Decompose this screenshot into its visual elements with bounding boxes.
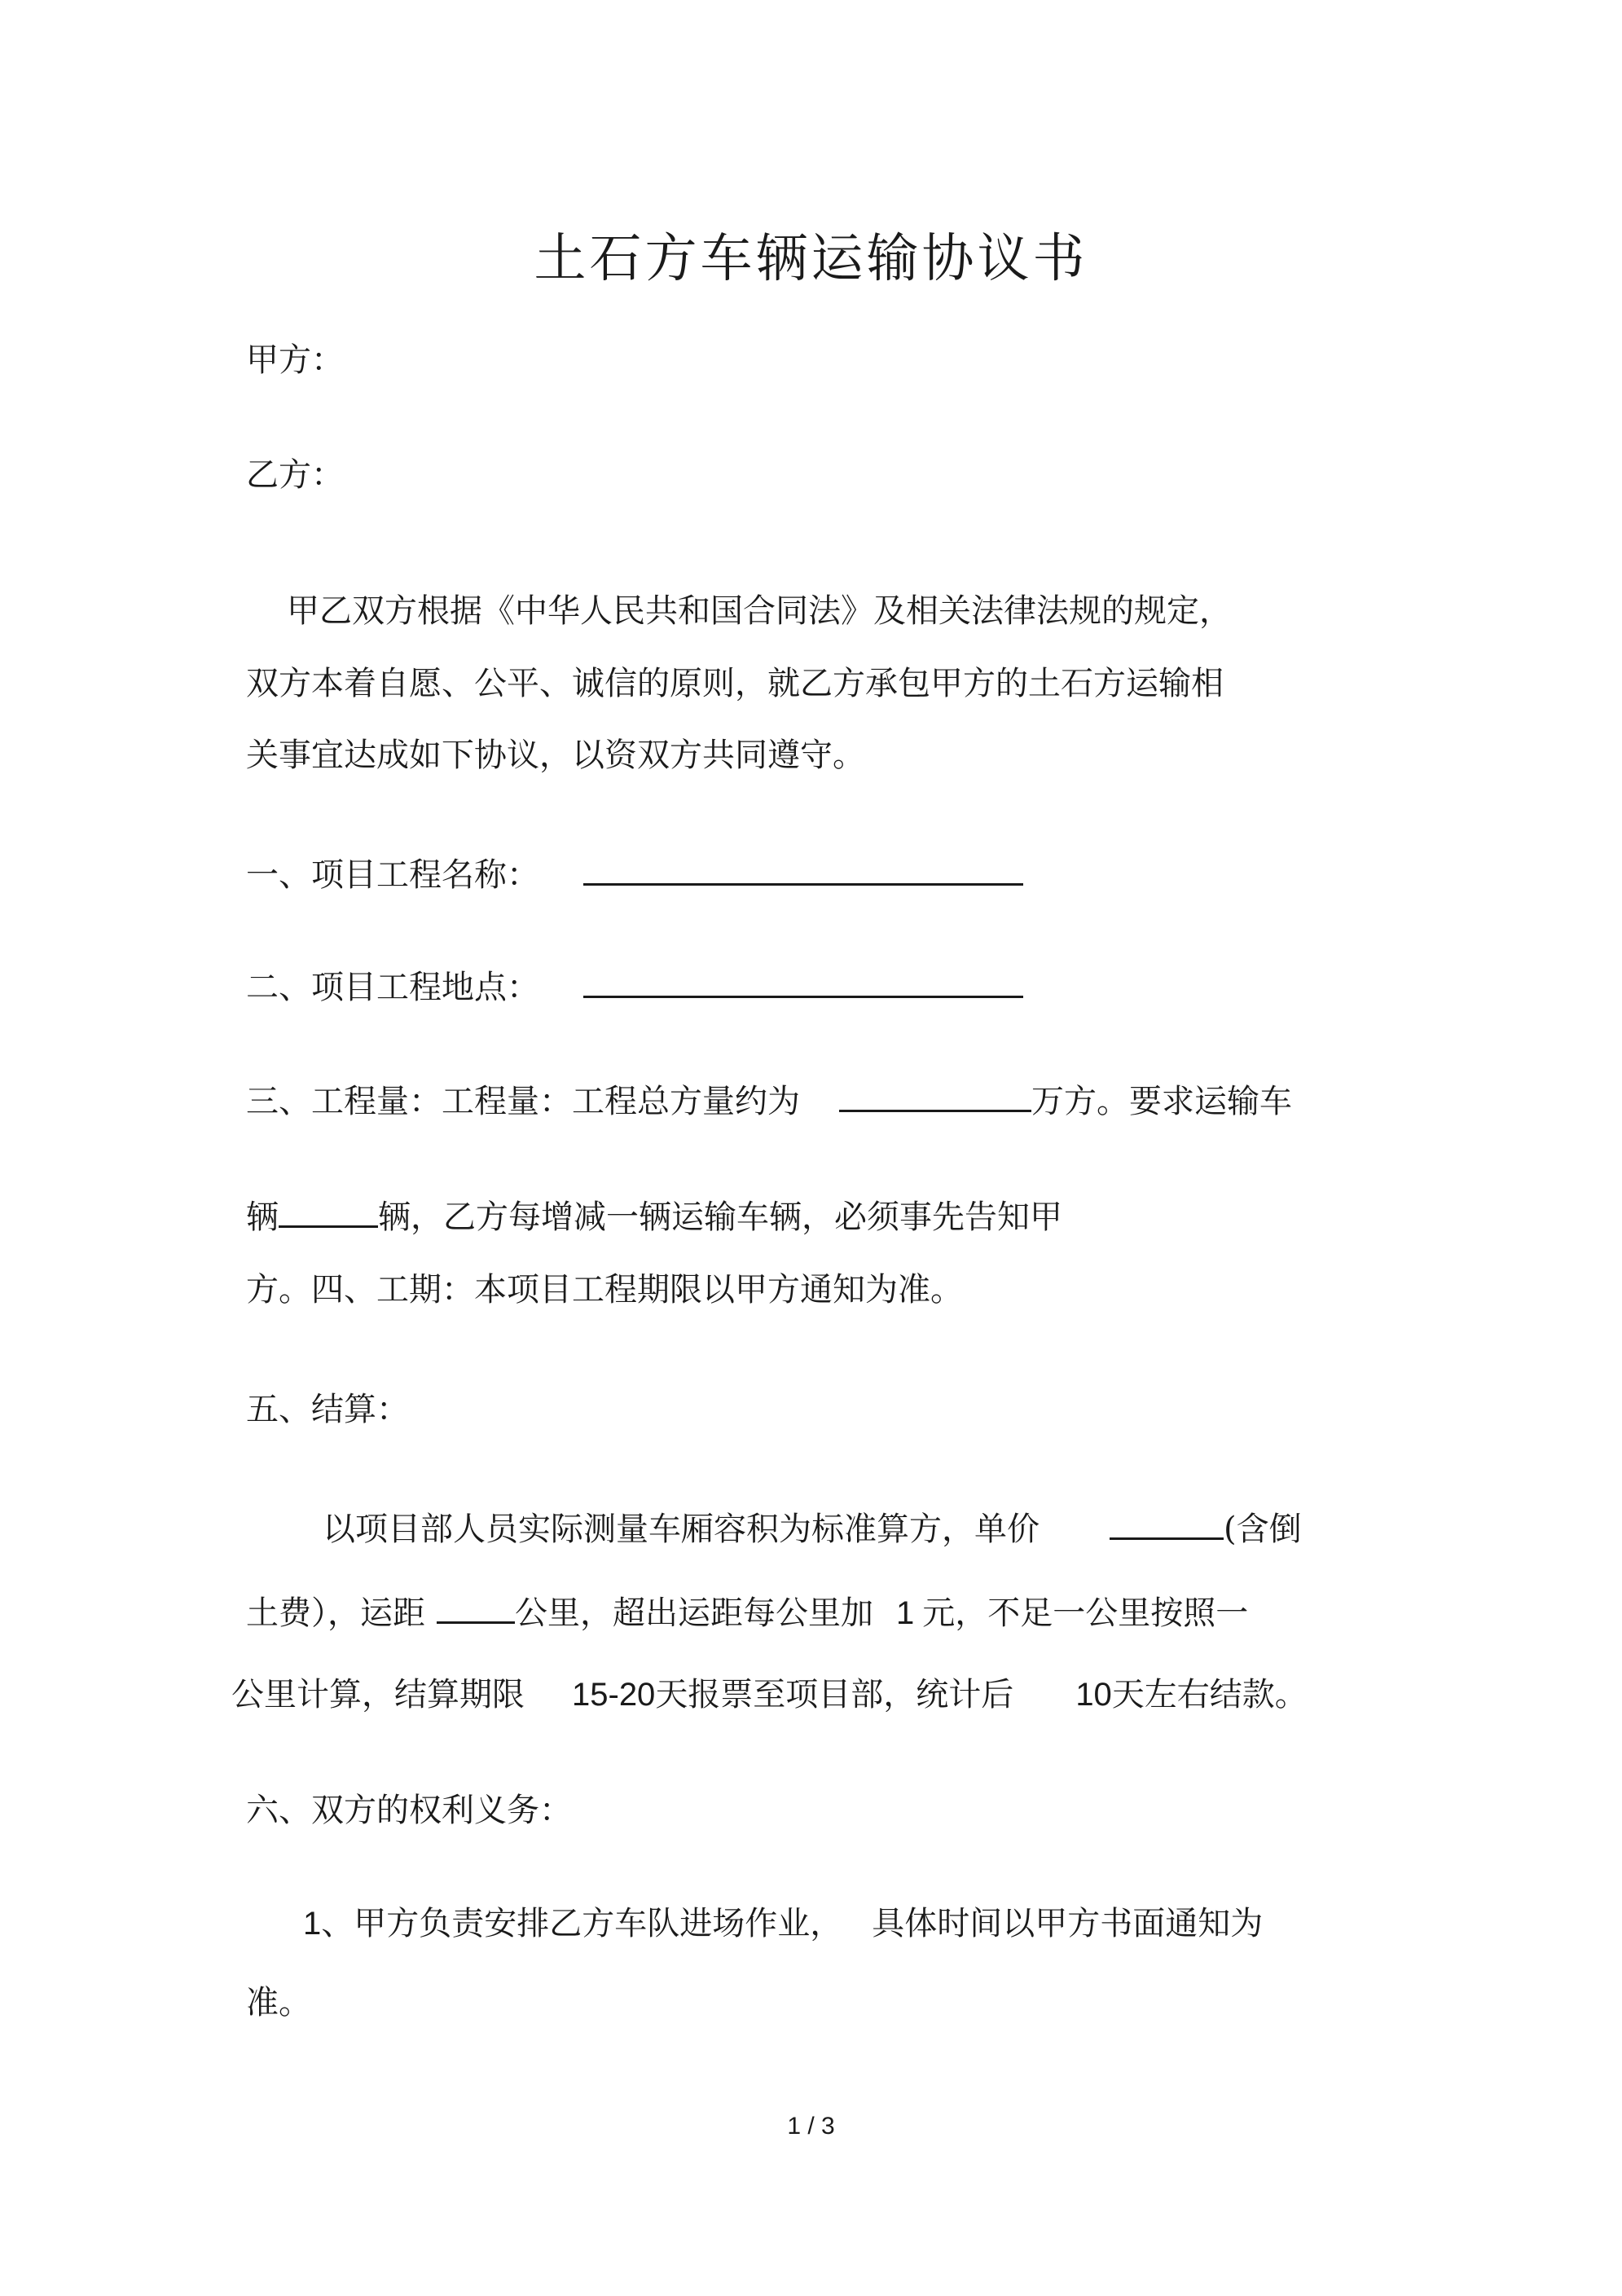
total-volume-blank[interactable]	[839, 1074, 1031, 1112]
vehicle-count-blank[interactable]	[279, 1190, 378, 1228]
item-2-label: 二、项目工程地点：	[246, 969, 539, 1006]
item-3-line-2	[246, 1190, 1062, 1240]
settlement-line-2	[246, 1586, 1248, 1636]
intro-line-1: 甲乙双方根据《中华人民共和国合同法》及相关法律法规的规定，	[287, 592, 1232, 630]
party-b-label: 乙方：	[246, 456, 344, 494]
settlement-text-2c: 元，不足一公里按照一	[922, 1594, 1249, 1632]
item-6-1-text-1: 、甲方负责安排乙方车队进场作业，	[321, 1905, 843, 1942]
item-6-1-text-2: 具体时间以甲方书面通知为	[872, 1905, 1264, 1942]
item-2-row	[246, 960, 1023, 1010]
page-number: 1 / 3	[787, 2113, 835, 2140]
item-3-row	[246, 1074, 1292, 1124]
settlement-text-3b: 天报票至项目部，统计后	[655, 1676, 1014, 1713]
settlement-line-1	[323, 1502, 1302, 1552]
settlement-tail: (含倒	[1224, 1511, 1302, 1548]
item-1-label: 一、项目工程名称：	[246, 856, 539, 894]
item-3-text-2: 万方。要求运输车	[1031, 1083, 1292, 1120]
item-3-line-2-text: 辆，乙方每增减一辆运输车辆，必须事先告知甲	[378, 1199, 1062, 1236]
payment-days: 10	[1075, 1677, 1112, 1713]
settlement-text-2a: 土费），运距	[246, 1594, 425, 1632]
item-5-label: 五、结算：	[246, 1391, 409, 1428]
item-3-line-2-prefix: 辆	[246, 1199, 279, 1236]
document-title: 土石方车辆运输协议书	[534, 229, 1088, 289]
item-3-line-3: 方。四、工期：本项目工程期限以甲方通知为准。	[246, 1271, 963, 1309]
item-1-row	[246, 847, 1023, 898]
party-a-label: 甲方：	[246, 341, 344, 379]
settlement-text-1: 以项目部人员实际测量车厢容积为标准算方，单价	[323, 1511, 1040, 1548]
item-6-label: 六、双方的权利义务：	[246, 1792, 572, 1829]
item-6-1-line-1	[303, 1901, 1263, 1946]
settlement-line-3	[231, 1672, 1308, 1718]
per-km-amount: 1	[896, 1595, 915, 1631]
settlement-text-3c: 天左右结款。	[1111, 1676, 1308, 1713]
distance-blank[interactable]	[437, 1586, 515, 1624]
intro-line-3: 关事宜达成如下协议，以资双方共同遵守。	[246, 737, 865, 774]
unit-price-blank[interactable]	[1110, 1502, 1224, 1540]
settlement-text-2b: 公里，超出运距每公里加	[515, 1594, 873, 1632]
item-6-1-line-2: 准。	[246, 1984, 311, 2021]
project-name-blank[interactable]	[583, 847, 1023, 886]
project-location-blank[interactable]	[583, 960, 1023, 998]
settlement-text-3a: 公里计算，结算期限	[231, 1676, 525, 1713]
item-3-text: 三、工程量：工程量：工程总方量约为	[246, 1083, 800, 1120]
settlement-period: 15-20	[572, 1677, 656, 1713]
item-6-1-number: 1	[303, 1906, 322, 1942]
intro-line-2: 双方本着自愿、公平、诚信的原则，就乙方承包甲方的土石方运输相	[246, 665, 1224, 702]
